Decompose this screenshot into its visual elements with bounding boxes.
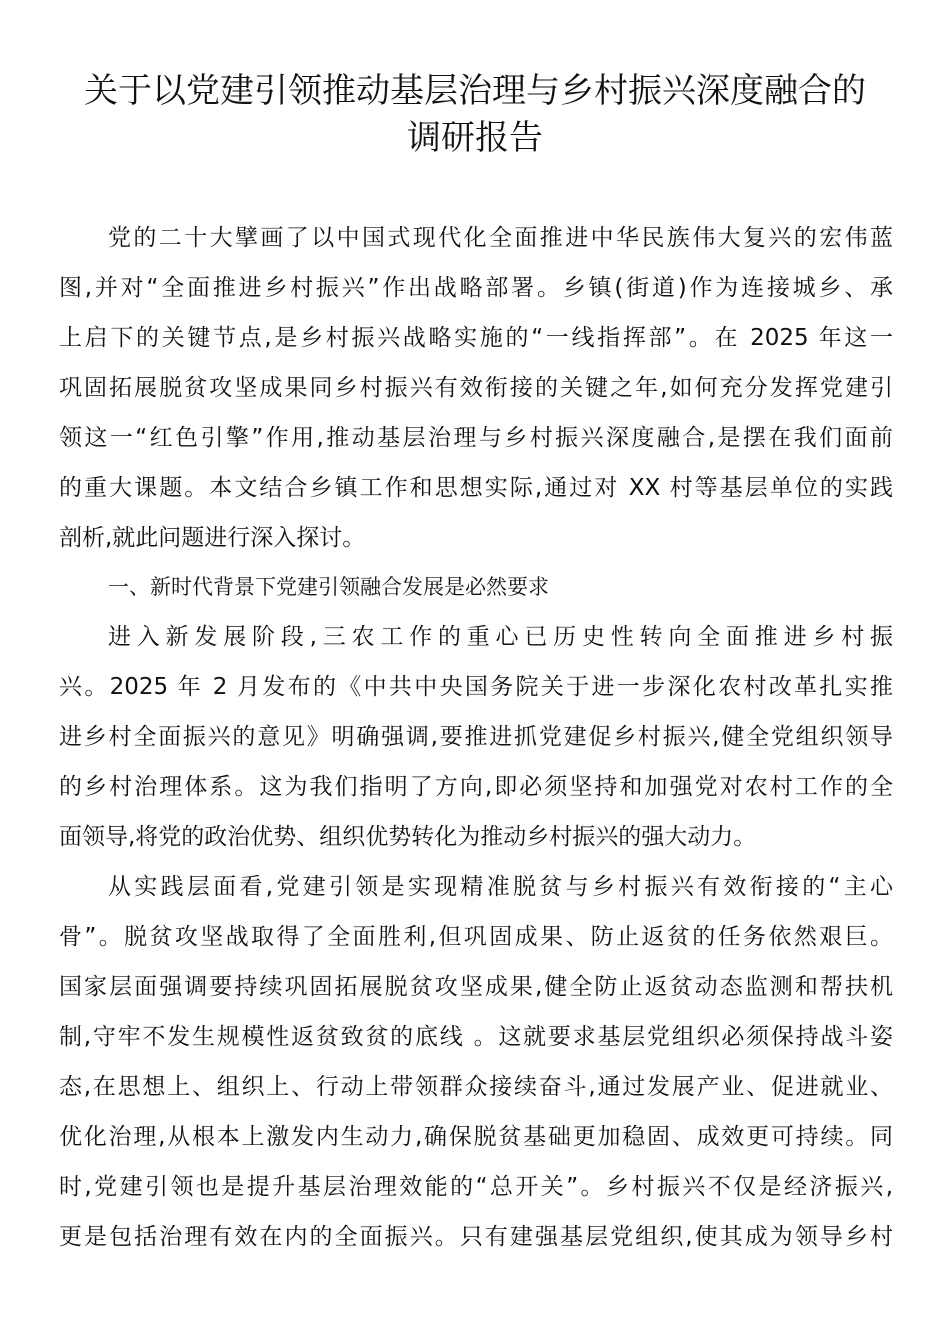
paragraph-line: 兴。2025 年 2 月发布的《中共中央国务院关于进一步深化农村改革扎实推: [59, 674, 893, 700]
paragraph-line: 图,并对“全面推进乡村振兴”作出战略部署。乡镇(街道)作为连接城乡、承: [59, 275, 893, 301]
paragraph-line: 更是包括治理有效在内的全面振兴。只有建强基层党组织,使其成为领导乡村: [59, 1224, 893, 1250]
paragraph-line: 进入新发展阶段,三农工作的重心已历史性转向全面推进乡村振: [108, 624, 893, 650]
paragraph-line: 骨”。脱贫攻坚战取得了全面胜利,但巩固成果、防止返贫的任务依然艰巨。: [59, 924, 893, 950]
section-heading: 一、新时代背景下党建引领融合发展是必然要求: [108, 575, 549, 599]
paragraph-line: 领这一“红色引擎”作用,推动基层治理与乡村振兴深度融合,是摆在我们面前: [59, 425, 893, 451]
paragraph-line: 制,守牢不发生规模性返贫致贫的底线 。这就要求基层党组织必须保持战斗姿: [59, 1024, 893, 1050]
paragraph-line: 党的二十大擘画了以中国式现代化全面推进中华民族伟大复兴的宏伟蓝: [108, 225, 893, 251]
paragraph-line: 从实践层面看,党建引领是实现精准脱贫与乡村振兴有效衔接的“主心: [108, 874, 893, 900]
paragraph-line: 进乡村全面振兴的意见》明确强调,要推进抓党建促乡村振兴,健全党组织领导: [59, 724, 893, 750]
paragraph-line: 国家层面强调要持续巩固拓展脱贫攻坚成果,健全防止返贫动态监测和帮扶机: [59, 974, 893, 1000]
paragraph-line: 剖析,就此问题进行深入探讨。: [59, 525, 366, 551]
document-title-line-1: 关于以党建引领推动基层治理与乡村振兴深度融合的: [84, 71, 866, 111]
paragraph-line: 上启下的关键节点,是乡村振兴战略实施的“一线指挥部”。在 2025 年这一: [59, 325, 893, 351]
document-title-line-2: 调研报告: [407, 118, 543, 158]
paragraph-line: 的乡村治理体系。这为我们指明了方向,即必须坚持和加强党对农村工作的全: [59, 774, 893, 800]
paragraph-line: 巩固拓展脱贫攻坚成果同乡村振兴有效衔接的关键之年,如何充分发挥党建引: [59, 375, 893, 401]
paragraph-line: 面领导,将党的政治优势、组织优势转化为推动乡村振兴的强大动力。: [59, 824, 757, 850]
paragraph-line: 时,党建引领也是提升基层治理效能的“总开关”。乡村振兴不仅是经济振兴,: [59, 1174, 893, 1200]
paragraph-line: 态,在思想上、组织上、行动上带领群众接续奋斗,通过发展产业、促进就业、: [59, 1074, 893, 1100]
paragraph-line: 的重大课题。本文结合乡镇工作和思想实际,通过对 XX 村等基层单位的实践: [59, 475, 893, 501]
paragraph-line: 优化治理,从根本上激发内生动力,确保脱贫基础更加稳固、成效更可持续。同: [59, 1124, 893, 1150]
